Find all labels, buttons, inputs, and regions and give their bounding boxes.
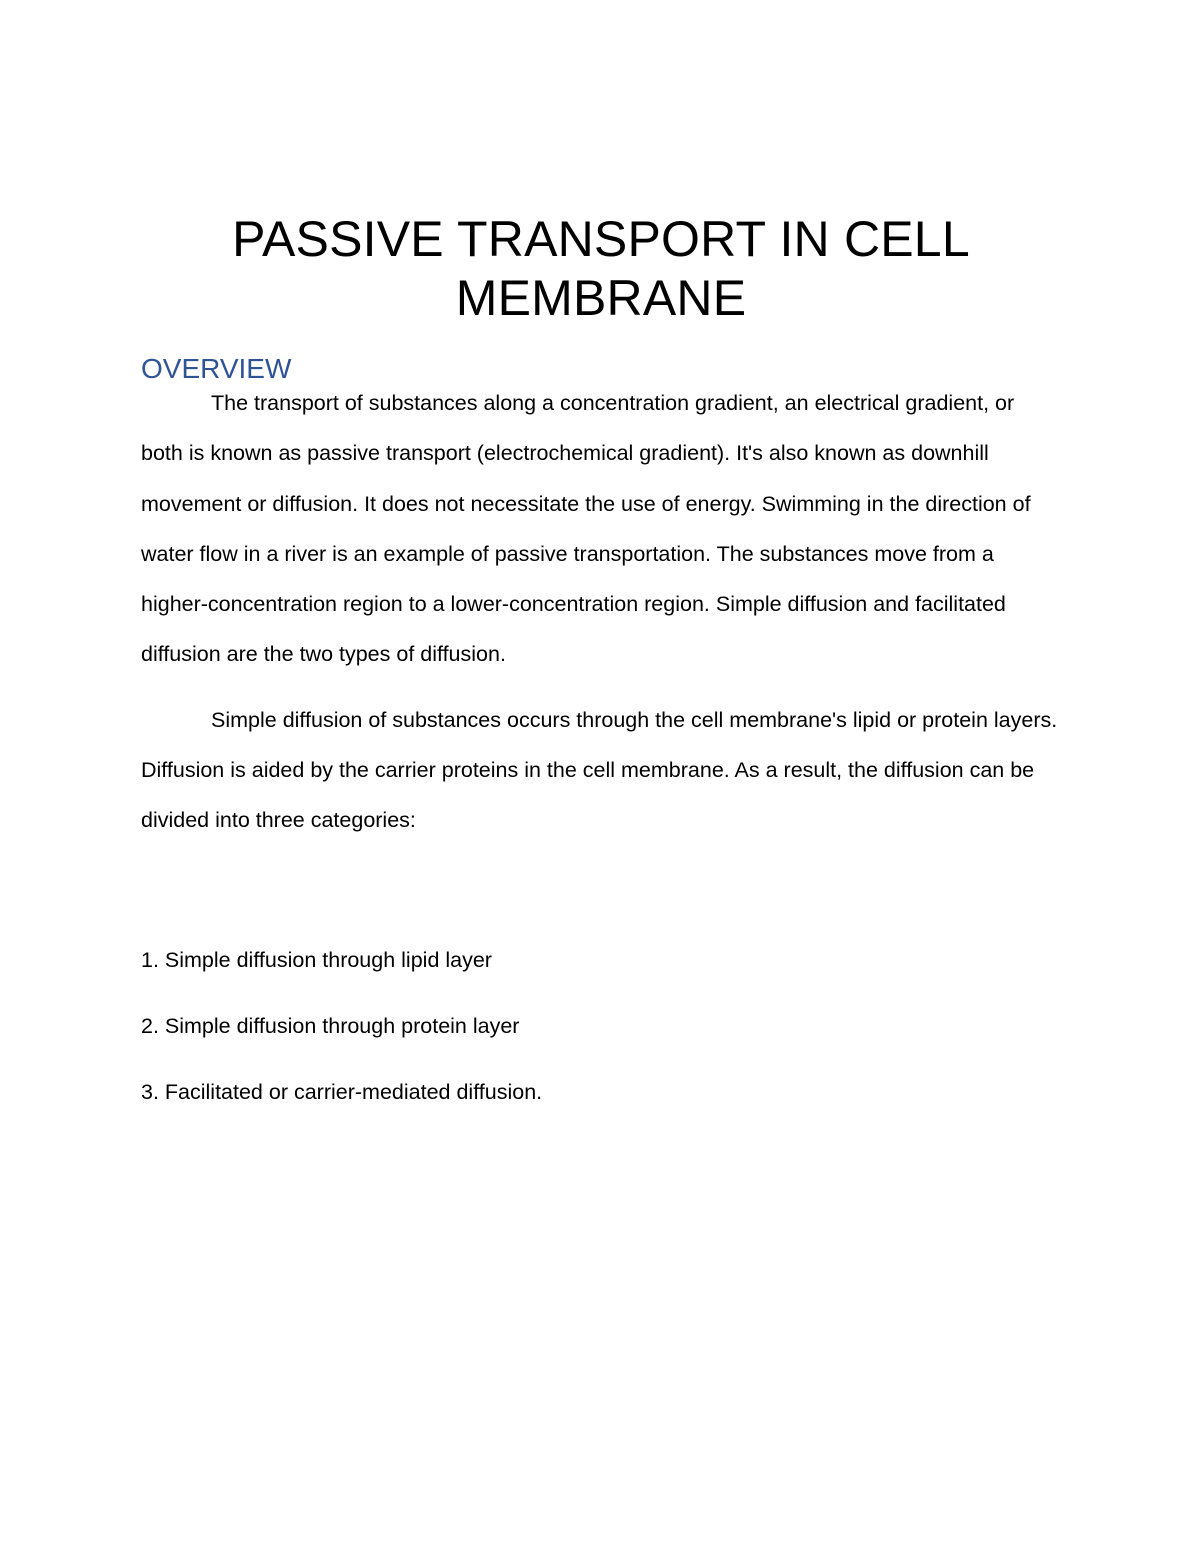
list-item: 2. Simple diffusion through protein layer bbox=[141, 1013, 520, 1038]
paragraph-simple-diffusion: Simple diffusion of substances occurs through the cell membrane's lipid or protein layers. Diffusion is aided by the carrier proteins in the cell membrane. As a result, the diffusion can be divided into three categories: bbox=[141, 707, 1058, 833]
document-body bbox=[141, 210, 1061, 1143]
list-item: 3. Facilitated or carrier-mediated diffusion. bbox=[141, 1079, 543, 1104]
document-title: PASSIVE TRANSPORT IN CELL MEMBRANE bbox=[232, 211, 970, 326]
section-heading-overview: OVERVIEW bbox=[141, 353, 292, 384]
diffusion-categories-list bbox=[141, 945, 1061, 1107]
paragraph-passive-transport-definition: The transport of substances along a concentration gradient, an electrical gradient, or both is known as passive transport (electrochemical gradient). It's also known as downhill movement or diffusion. It does not necessitate the use of energy. Swimming in the direction of water flow in a river is an example of passive transportation. The substances move from a higher-concentration region to a lower-concentration region. Simple diffusion and facilitated diffusion are the two types of diffusion. bbox=[141, 391, 1031, 667]
list-item: 1. Simple diffusion through lipid layer bbox=[141, 947, 492, 972]
